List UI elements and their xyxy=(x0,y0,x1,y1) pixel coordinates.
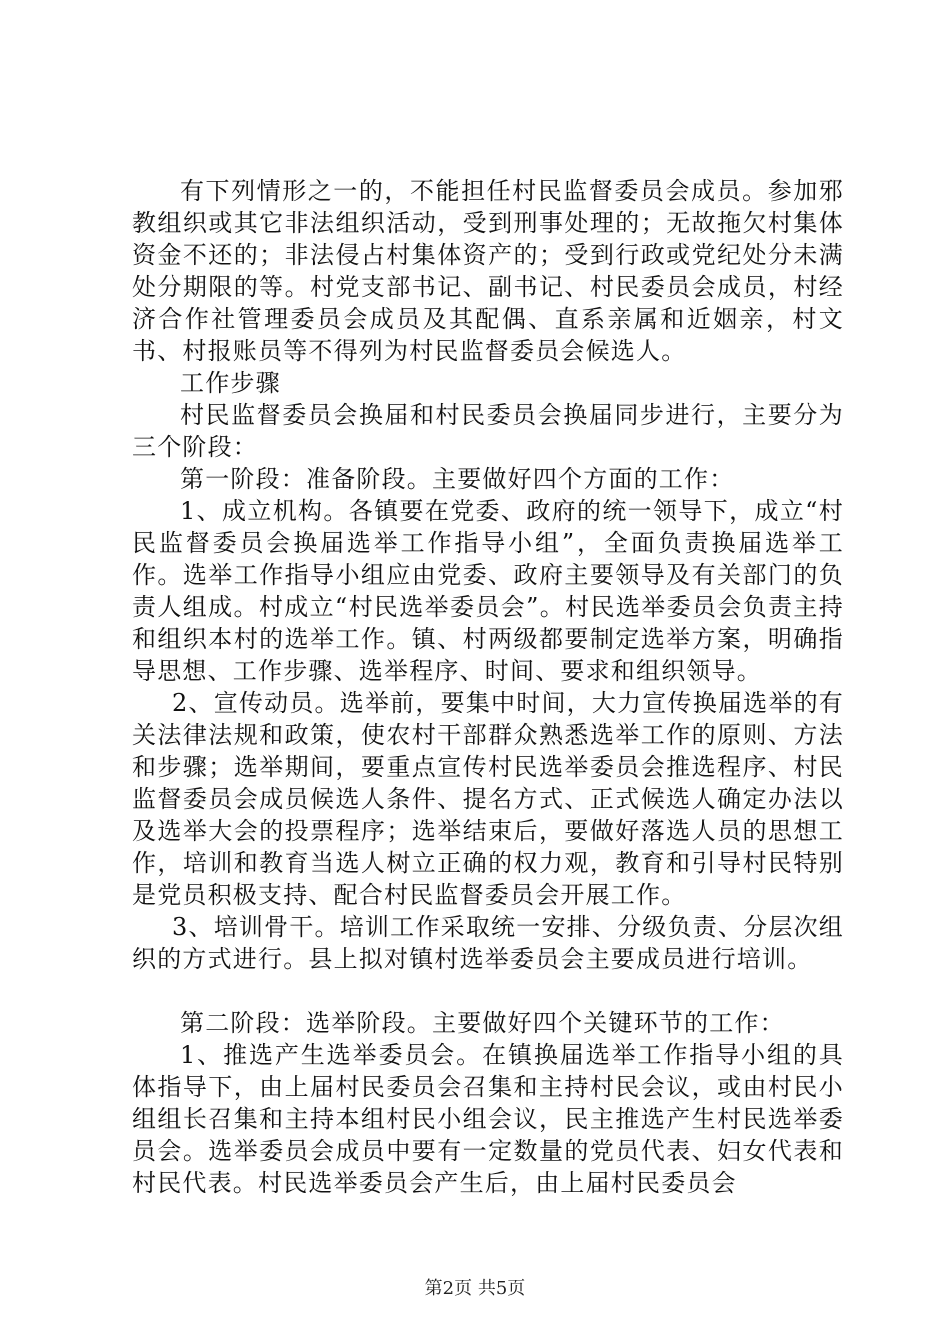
document-body xyxy=(132,175,844,1199)
paragraph-three-stages: 村民监督委员会换届和村民委员会换届同步进行，主要分为三个阶段： xyxy=(132,401,844,461)
paragraph-stage-one-heading: 第一阶段：准备阶段。主要做好四个方面的工作： xyxy=(180,465,735,493)
paragraph-stage-two-heading: 第二阶段：选举阶段。主要做好四个关键环节的工作： xyxy=(180,1009,785,1037)
page-footer: 第2页 共5页 xyxy=(424,1278,526,1299)
paragraph-gap xyxy=(132,975,844,1007)
paragraph-train-backbone: 3、培训骨干。培训工作采取统一安排、分级负责、分层次组织的方式进行。县上拟对镇村选举委员会主要成员进行培训。 xyxy=(132,913,844,973)
paragraph-ineligibility: 有下列情形之一的，不能担任村民监督委员会成员。参加邪教组织或其它非法组织活动，受到刑事处理的；无故拖欠村集体资金不还的；非法侵占村集体资产的；受到行政或党纪处分未满处分期限的等。村党支部书记、副书记、村民委员会成员，村经济合作社管理委员会成员及其配偶、直系亲属和近姻亲，村文书、村报账员等不得列为村民监督委员会候选人。 xyxy=(132,177,844,365)
paragraph-elect-committee: 1、推选产生选举委员会。在镇换届选举工作指导小组的具体指导下，由上届村民委员会召集和主持村民会议，或由村民小组组长召集和主持本组村民小组会议，民主推选产生村民选举委员会。选举委员会成员中要有一定数量的党员代表、妇女代表和村民代表。村民选举委员会产生后，由上届村民委员会 xyxy=(132,1041,844,1197)
paragraph-publicity-mobilization: 2、宣传动员。选举前，要集中时间，大力宣传换届选举的有关法律法规和政策，使农村干部群众熟悉选举工作的原则、方法和步骤；选举期间，要重点宣传村民选举委员会推选程序、村民监督委员会成员候选人条件、提名方式、正式候选人确定办法以及选举大会的投票程序；选举结束后，要做好落选人员的思想工作，培训和教育当选人树立正确的权力观，教育和引导村民特别是党员积极支持、配合村民监督委员会开展工作。 xyxy=(132,689,844,909)
paragraph-establish-organization: 1、成立机构。各镇要在党委、政府的统一领导下，成立“村民监督委员会换届选举工作指导小组”，全面负责换届选举工作。选举工作指导小组应由党委、政府主要领导及有关部门的负责人组成。村成立“村民选举委员会”。村民选举委员会负责主持和组织本村的选举工作。镇、村两级都要制定选举方案，明确指导思想、工作步骤、选举程序、时间、要求和组织领导。 xyxy=(132,497,844,685)
section-heading-work-steps: 工作步骤 xyxy=(180,369,281,397)
